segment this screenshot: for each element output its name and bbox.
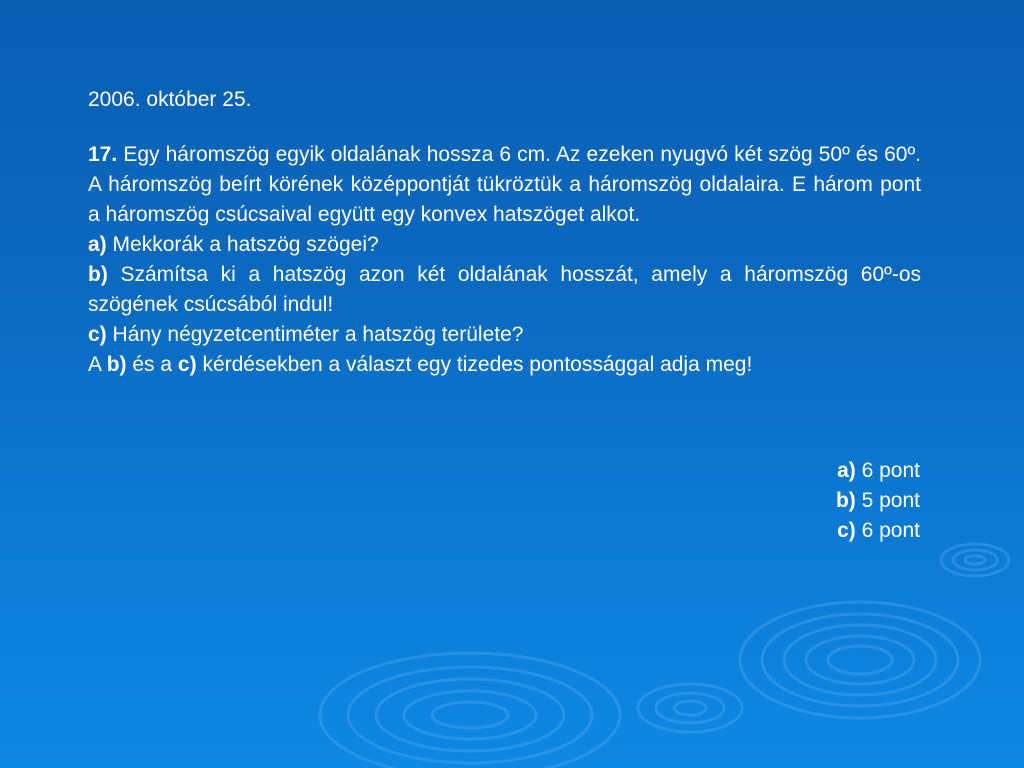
question-a-text: Mekkorák a hatszög szögei? xyxy=(112,233,379,256)
problem-number: 17. xyxy=(88,143,118,166)
question-a xyxy=(88,230,921,260)
points-a-value: 6 pont xyxy=(861,459,920,482)
problem-block xyxy=(88,140,921,380)
problem-statement xyxy=(88,140,921,230)
question-a-label: a) xyxy=(88,233,107,256)
date-line: 2006. október 25. xyxy=(88,88,252,111)
question-b xyxy=(88,260,921,320)
question-c xyxy=(88,320,921,350)
points-a-label: a) xyxy=(837,459,856,482)
note-c-label: c) xyxy=(177,353,197,376)
precision-note xyxy=(88,350,921,380)
note-middle: és a xyxy=(132,353,173,376)
points-row-c xyxy=(836,516,920,546)
note-b-label: b) xyxy=(106,353,127,376)
points-c-value: 6 pont xyxy=(861,519,920,542)
points-b-label: b) xyxy=(835,489,856,512)
question-c-label: c) xyxy=(88,323,107,346)
problem-statement-text: Egy háromszög egyik oldalának hossza 6 cm. Az ezeken nyugvó két szög 50º és 60º. A háromszög beírt körének középpontját tükröztük a háromszög oldalaira. E három pont a háromszög csúcsaival együtt egy konvex hatszöget alkot. xyxy=(88,143,921,226)
points-list xyxy=(836,456,920,546)
points-b-value: 5 pont xyxy=(861,489,920,512)
points-row-a xyxy=(836,456,920,486)
question-c-text: Hány négyzetcentiméter a hatszög területe? xyxy=(112,323,524,346)
points-row-b xyxy=(836,486,920,516)
note-suffix: kérdésekben a választ egy tizedes pontossággal adja meg! xyxy=(202,353,753,376)
points-c-label: c) xyxy=(837,519,856,542)
note-prefix: A xyxy=(88,353,101,376)
question-b-text: Számítsa ki a hatszög azon két oldalának hosszát, amely a háromszög 60º-os szögének csúcsából indul! xyxy=(88,263,921,316)
question-b-label: b) xyxy=(88,263,108,286)
